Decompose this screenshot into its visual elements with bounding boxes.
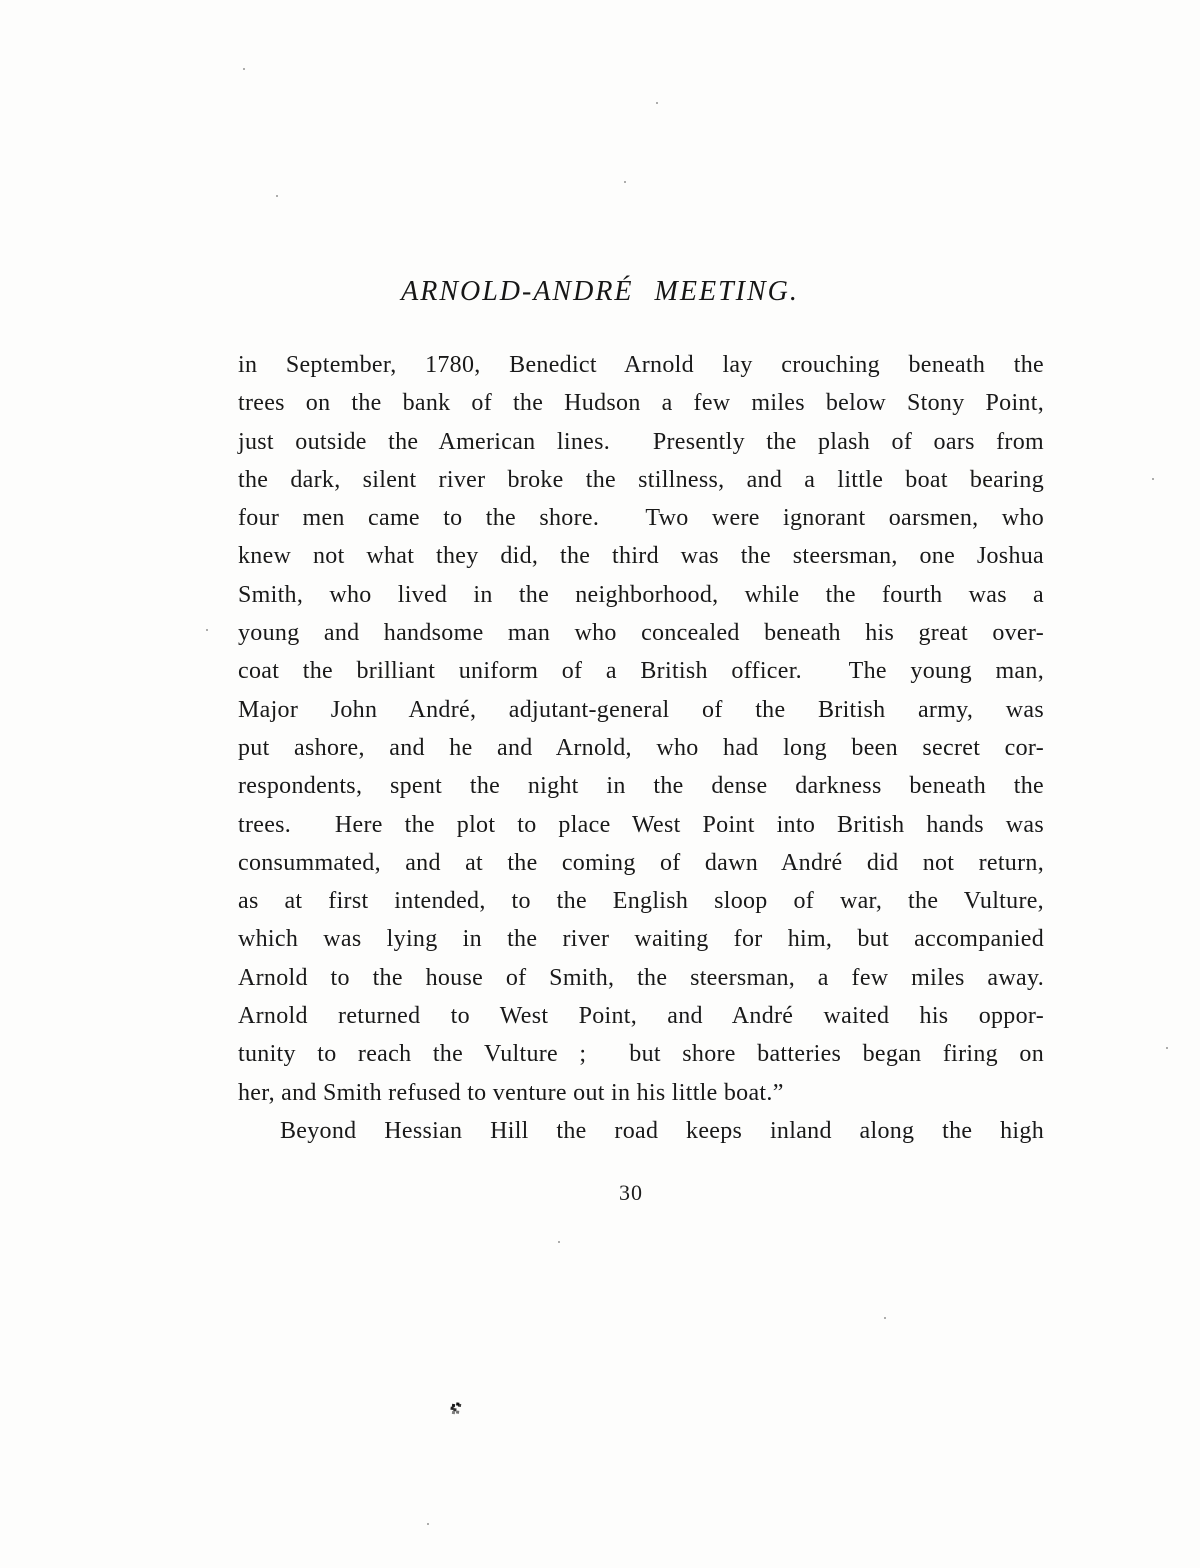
text-line: Arnold returned to West Point, and André waited his oppor- bbox=[238, 1003, 1044, 1030]
text-line: young and handsome man who concealed beneath his great over- bbox=[238, 620, 1044, 647]
scan-speck bbox=[427, 1523, 429, 1525]
scan-speck bbox=[206, 629, 208, 631]
text-line: as at first intended, to the English sloop of war, the Vulture, bbox=[238, 888, 1044, 915]
text-line: Smith, who lived in the neighborhood, while the fourth was a bbox=[238, 581, 1044, 608]
text-line: the dark, silent river broke the stillness, and a little boat bearing bbox=[238, 466, 1044, 493]
text-line: which was lying in the river waiting for him, but accompanied bbox=[238, 926, 1044, 953]
text-line: trees on the bank of the Hudson a few miles below Stony Point, bbox=[238, 390, 1044, 417]
ink-blot-mark bbox=[452, 1404, 455, 1407]
text-line: in September, 1780, Benedict Arnold lay crouching beneath the bbox=[238, 352, 1044, 378]
scan-speck bbox=[884, 1317, 886, 1319]
text-line: tunity to reach the Vulture ; but shore batteries began firing on bbox=[238, 1041, 1044, 1068]
scan-speck bbox=[656, 102, 658, 104]
text-line: Arnold to the house of Smith, the steersman, a few miles away. bbox=[238, 964, 1044, 991]
text-line: her, and Smith refused to venture out in his little boat.” bbox=[238, 1079, 784, 1106]
text-line: Major John André, adjutant-general of the British army, was bbox=[238, 696, 1044, 723]
text-line: trees. Here the plot to place West Point into British hands was bbox=[238, 811, 1044, 838]
scan-speck bbox=[624, 181, 626, 183]
text-line: four men came to the shore. Two were ignorant oarsmen, who bbox=[238, 505, 1044, 532]
text-line: respondents, spent the night in the dense darkness beneath the bbox=[238, 773, 1044, 800]
text-line: just outside the American lines. Presently the plash of oars from bbox=[238, 428, 1044, 455]
text-line: consummated, and at the coming of dawn André did not return, bbox=[238, 849, 1044, 876]
text-line: knew not what they did, the third was the steersman, one Joshua bbox=[238, 543, 1044, 570]
scan-speck bbox=[558, 1241, 560, 1243]
page-title: ARNOLD-ANDRÉ MEETING. bbox=[401, 276, 799, 307]
page-number: 30 bbox=[619, 1180, 643, 1205]
text-line-paragraph-start: Beyond Hessian Hill the road keeps inland along the high bbox=[280, 1117, 1044, 1144]
scan-speck bbox=[1152, 478, 1154, 480]
scan-speck bbox=[243, 68, 245, 70]
body-text-block bbox=[238, 346, 1044, 1150]
text-line: put ashore, and he and Arnold, who had long been secret cor- bbox=[238, 734, 1044, 761]
scan-speck bbox=[276, 195, 278, 197]
scan-speck bbox=[1166, 1047, 1168, 1049]
text-line: coat the brilliant uniform of a British officer. The young man, bbox=[238, 658, 1044, 685]
